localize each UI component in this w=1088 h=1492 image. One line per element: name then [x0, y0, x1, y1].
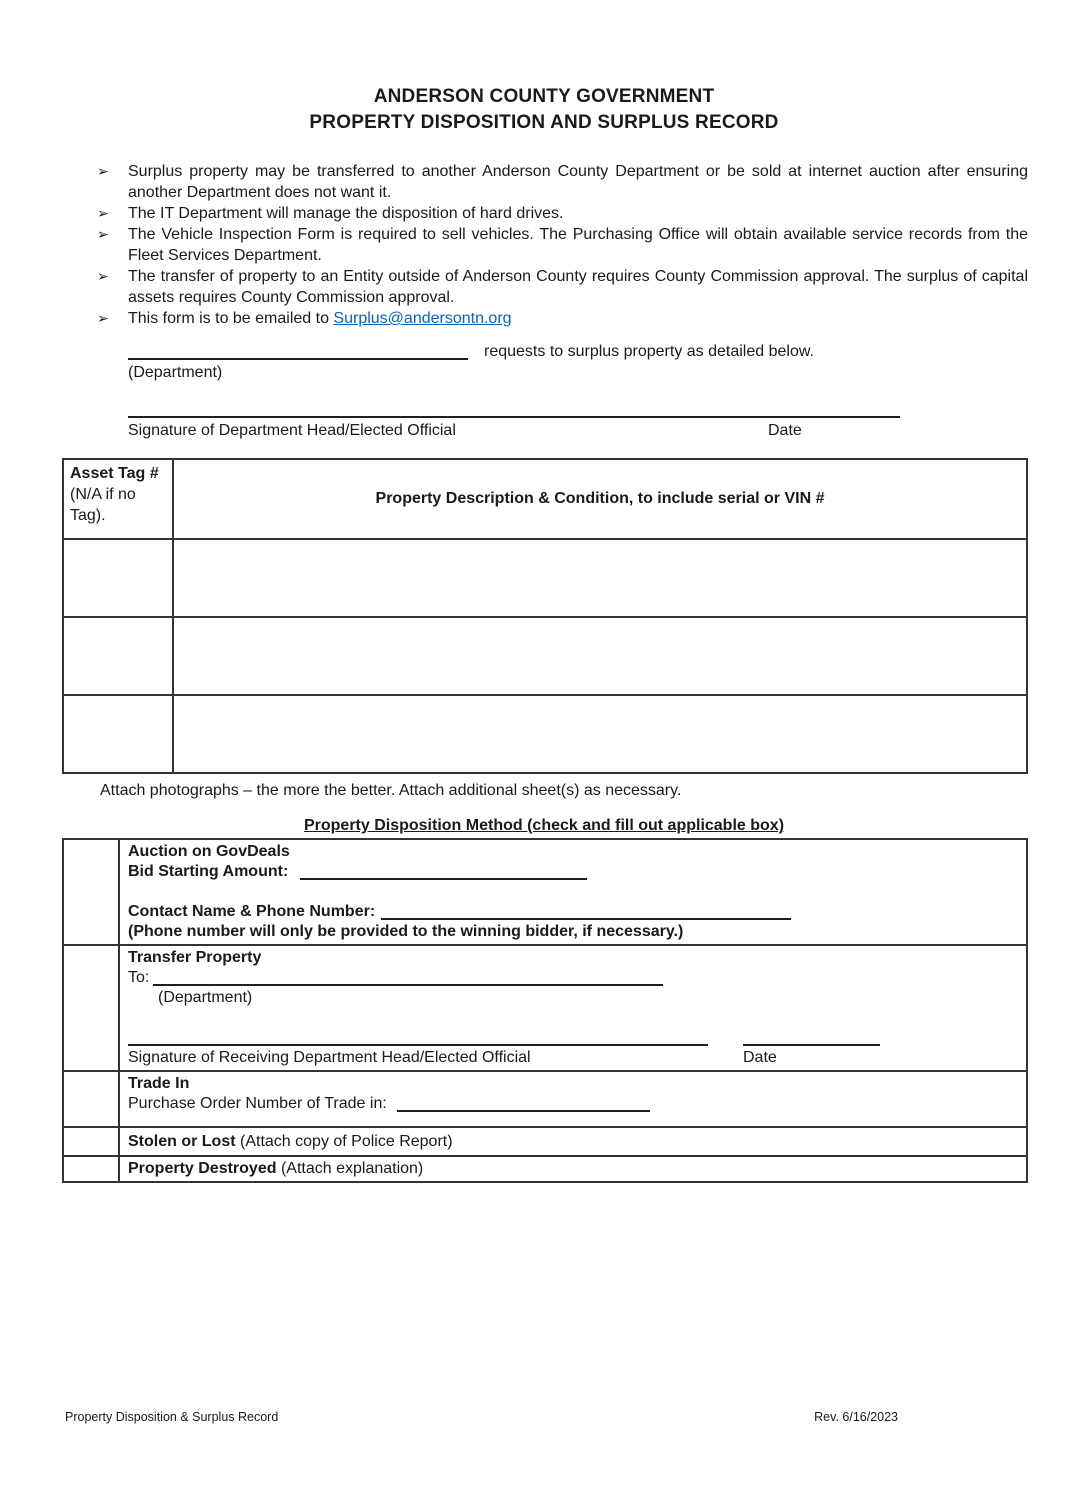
transfer-row: [63, 945, 1027, 1071]
contact-name-phone-label: Contact Name & Phone Number:: [128, 903, 376, 920]
asset-tag-header-cell: [63, 459, 173, 539]
transfer-department-label: (Department): [158, 989, 253, 1006]
stolen-lost-note: (Attach copy of Police Report): [240, 1132, 453, 1150]
stolen-lost-title: Stolen or Lost: [128, 1132, 236, 1150]
trade-in-title: Trade In: [128, 1075, 190, 1092]
transfer-to-input-line[interactable]: [153, 970, 663, 986]
receiving-signature-input-line[interactable]: [128, 1030, 708, 1046]
asset-tag-header-bold: Asset Tag #: [70, 465, 159, 482]
receiving-signature-label: Signature of Receiving Department Head/Elected Official: [128, 1049, 531, 1066]
list-item: [97, 308, 1028, 329]
date-label: Date: [768, 422, 802, 439]
description-cell[interactable]: [173, 695, 1027, 773]
footer-revision-date: Rev. 6/16/2023: [814, 1410, 898, 1424]
title-line2: PROPERTY DISPOSITION AND SURPLUS RECORD: [309, 112, 779, 133]
auction-content-cell: [119, 839, 1027, 945]
property-destroyed-title: Property Destroyed: [128, 1160, 277, 1177]
description-header-cell: Property Description & Condition, to include serial or VIN #: [173, 459, 1027, 539]
arrow-bullet-icon: ➢: [97, 226, 109, 242]
stolen-lost-row: [63, 1127, 1027, 1156]
auction-row: [63, 839, 1027, 945]
asset-tag-cell[interactable]: [63, 617, 173, 695]
list-item: [97, 266, 1028, 308]
stolen-lost-checkbox-cell[interactable]: [63, 1127, 119, 1156]
stolen-lost-content-cell: [119, 1127, 1027, 1156]
trade-in-checkbox-cell[interactable]: [63, 1071, 119, 1127]
asset-table: [62, 458, 1028, 774]
receiving-date-input-line[interactable]: [743, 1030, 880, 1046]
bid-amount-input-line[interactable]: [300, 864, 587, 880]
transfer-checkbox-cell[interactable]: [63, 945, 119, 1071]
department-label: (Department): [128, 364, 223, 381]
arrow-bullet-icon: ➢: [97, 205, 109, 221]
instructions-list: [97, 161, 1028, 329]
attach-photos-note: Attach photographs – the more the better. Attach additional sheet(s) as necessary.: [100, 782, 682, 799]
footer-document-title: Property Disposition & Surplus Record: [65, 1410, 279, 1424]
disposition-method-heading: Property Disposition Method (check and fill out applicable box): [303, 817, 785, 834]
bullet-text: The IT Department will manage the disposition of hard drives.: [128, 205, 564, 222]
auction-checkbox-cell[interactable]: [63, 839, 119, 945]
title-line1: ANDERSON COUNTY GOVERNMENT: [373, 86, 715, 107]
description-cell[interactable]: [173, 617, 1027, 695]
request-suffix-text: requests to surplus property as detailed below.: [484, 343, 814, 360]
description-cell[interactable]: [173, 539, 1027, 617]
signature-labels: [128, 420, 900, 442]
asset-tag-cell[interactable]: [63, 695, 173, 773]
signature-block: [128, 416, 900, 442]
purchase-order-input-line[interactable]: [397, 1096, 650, 1112]
list-item: [97, 161, 1028, 203]
trade-in-content-cell: [119, 1071, 1027, 1127]
transfer-to-label: To:: [128, 969, 150, 986]
asset-tag-header-rest: (N/A if no Tag).: [70, 486, 136, 524]
table-row: [63, 695, 1027, 773]
asset-table-header-row: [63, 459, 1027, 539]
phone-privacy-note: (Phone number will only be provided to the winning bidder, if necessary.): [128, 923, 684, 940]
list-item: [97, 224, 1028, 266]
arrow-bullet-icon: ➢: [97, 163, 109, 179]
bullet-text: Surplus property may be transferred to another Anderson County Department or be sold at internet auction after ensuring another Department does not want it.: [128, 163, 1028, 201]
bid-amount-label: Bid Starting Amount:: [128, 863, 289, 880]
bullet-text: The transfer of property to an Entity outside of Anderson County requires County Commission approval. The surplus of capital assets requires County Commission approval.: [128, 268, 1028, 306]
page-footer: [65, 1410, 898, 1424]
list-item: [97, 203, 1028, 224]
department-input-line[interactable]: [128, 344, 468, 360]
property-destroyed-content-cell: [119, 1156, 1027, 1182]
asset-tag-cell[interactable]: [63, 539, 173, 617]
purchase-order-label: Purchase Order Number of Trade in:: [128, 1095, 387, 1112]
arrow-bullet-icon: ➢: [97, 310, 109, 326]
surplus-email-link[interactable]: Surplus@andersontn.org: [333, 310, 512, 327]
arrow-bullet-icon: ➢: [97, 268, 109, 284]
table-row: [63, 539, 1027, 617]
signature-input-line[interactable]: [128, 416, 900, 418]
transfer-title: Transfer Property: [128, 949, 262, 966]
form-page: [0, 84, 1088, 1492]
property-destroyed-checkbox-cell[interactable]: [63, 1156, 119, 1182]
table-row: [63, 617, 1027, 695]
transfer-content-cell: [119, 945, 1027, 1071]
contact-input-line[interactable]: [381, 904, 791, 920]
bullet-text: This form is to be emailed to: [128, 310, 334, 327]
department-request-line: [128, 341, 1027, 362]
date-label: Date: [743, 1049, 777, 1066]
page-title: [0, 84, 1088, 136]
property-destroyed-row: [63, 1156, 1027, 1182]
bullet-text: The Vehicle Inspection Form is required to sell vehicles. The Purchasing Office will obtain available service records from the Fleet Services Department.: [128, 226, 1028, 264]
auction-title: Auction on GovDeals: [128, 843, 290, 860]
disposition-method-table: [62, 838, 1028, 1183]
property-destroyed-note: (Attach explanation): [280, 1160, 424, 1177]
trade-in-row: [63, 1071, 1027, 1127]
signature-label: Signature of Department Head/Elected Official: [128, 422, 456, 439]
